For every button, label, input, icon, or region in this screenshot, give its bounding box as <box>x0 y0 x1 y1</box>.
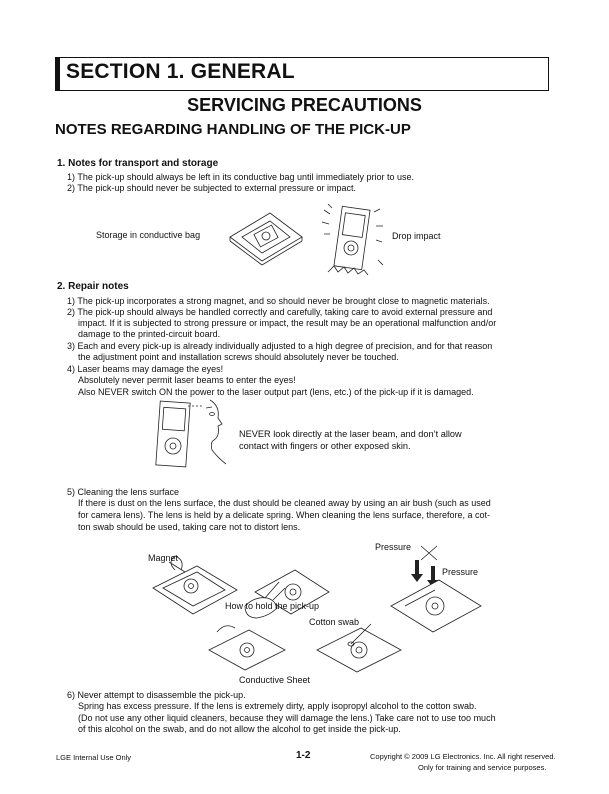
laser-warning-line-2: contact with fingers or other exposed skin. <box>239 441 411 451</box>
magnet-caption: Magnet <box>148 553 179 563</box>
page-number: 1-2 <box>296 750 311 761</box>
repair-item-2-line-1: 2) The pick-up should always be handled correctly and carefully, taking care to avoid external pressure and <box>67 307 493 317</box>
repair-item-3-line-2: the adjustment point and installation screws should absolutely never be touched. <box>78 352 399 362</box>
drop-caption: Drop impact <box>392 231 441 241</box>
cleaning-illustration <box>145 540 485 688</box>
transport-heading: 1. Notes for transport and storage <box>57 158 219 169</box>
storage-bag-illustration <box>222 207 307 267</box>
repair-item-5-line-4: ton swab should be used, taking care not to distort lens. <box>78 522 301 532</box>
pickup-sheet-drawing <box>209 626 285 670</box>
footer-training: Only for training and service purposes. <box>418 763 547 772</box>
repair-item-4-line-3: Also NEVER switch ON the power to the laser output part (lens, etc.) of the pick-up if it is damaged. <box>78 387 474 397</box>
cotton-swab-caption: Cotton swab <box>309 617 360 627</box>
footer-internal-use: LGE Internal Use Only <box>56 753 132 762</box>
repair-item-4-line-2: Absolutely never permit laser beams to enter the eyes! <box>78 375 296 385</box>
footer-copyright: Copyright © 2009 LG Electronics. Inc. All right reserved. <box>370 752 556 761</box>
repair-item-6-line-3: (Do not use any other liquid cleaners, because they will damage the lens.) Take care not to use too much <box>78 713 496 723</box>
repair-item-2-line-2: impact. If it is subjected to strong pressure or impact, the result may be an operational malfunction and/or <box>78 318 497 328</box>
drop-impact-illustration <box>318 200 388 280</box>
repair-item-2-line-3: damage to the printed-circuit board. <box>78 329 221 339</box>
notes-title: NOTES REGARDING HANDLING OF THE PICK-UP <box>55 121 411 138</box>
transport-item-1: 1) The pick-up should always be left in its conductive bag until immediately prior to use. <box>67 172 415 182</box>
section-title: SECTION 1. GENERAL <box>66 60 295 83</box>
repair-item-5-line-2: If there is dust on the lens surface, the dust should be cleaned away by using an air bush (such as used <box>78 498 491 508</box>
repair-item-6-line-2: Spring has excess pressure. If the lens is extremely dirty, apply isopropyl alcohol to the cotton swab. <box>78 701 477 711</box>
transport-item-2: 2) The pick-up should never be subjected to external pressure or impact. <box>67 183 356 193</box>
pickup-pressure-drawing <box>391 580 481 632</box>
repair-item-3-line-1: 3) Each and every pick-up is already individually adjusted to a high degree of precision, and for that reason <box>67 341 493 351</box>
how-to-hold-caption: How to hold the pick-up <box>225 601 320 611</box>
page-subtitle: SERVICING PRECAUTIONS <box>187 95 422 115</box>
repair-item-5-line-1: 5) Cleaning the lens surface <box>67 487 180 497</box>
pressure-caption-top: Pressure <box>375 542 412 552</box>
conductive-sheet-caption: Conductive Sheet <box>239 675 311 685</box>
laser-warning-line-1: NEVER look directly at the laser beam, and don’t allow <box>239 429 462 439</box>
repair-item-6-line-1: 6) Never attempt to disassemble the pick-up. <box>67 690 246 700</box>
repair-item-5-line-3: for camera lens). The lens is held by a delicate spring. When cleaning the lens surface, therefore, a cot- <box>78 510 491 520</box>
repair-item-6-line-4: of this alcohol on the swab, and do not allow the alcohol to get inside the pick-up. <box>78 724 401 734</box>
repair-heading: 2. Repair notes <box>57 281 129 292</box>
repair-item-4-line-1: 4) Laser beams may damage the eyes! <box>67 364 224 374</box>
pickup-cotton-swab-drawing <box>317 624 401 672</box>
storage-caption: Storage in conductive bag <box>96 230 201 240</box>
pressure-caption-right: Pressure <box>442 567 479 577</box>
repair-item-1: 1) The pick-up incorporates a strong magnet, and so should never be brought close to magnetic materials. <box>67 296 490 306</box>
laser-eye-illustration <box>150 398 235 473</box>
